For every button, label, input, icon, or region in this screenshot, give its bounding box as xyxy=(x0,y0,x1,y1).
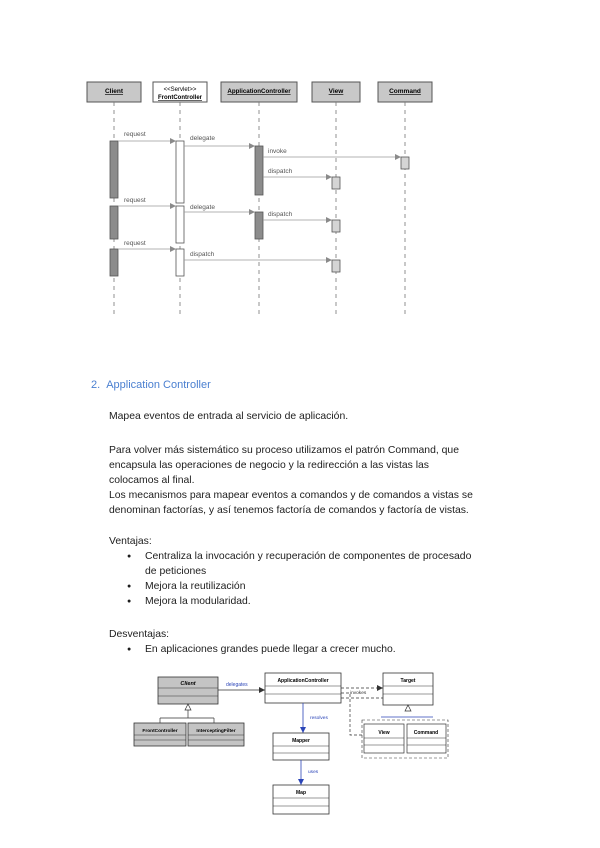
lifeline-application-controller-label: ApplicationController xyxy=(227,88,291,95)
desventajas-label: Desventajas: xyxy=(109,629,170,640)
lifeline-client-label: Client xyxy=(104,88,124,95)
message-label: invoke xyxy=(268,148,287,155)
class-front-controller xyxy=(134,723,186,746)
message-label: delegate xyxy=(190,135,215,142)
lifeline-front-controller xyxy=(153,82,207,102)
resolves-arrowhead xyxy=(300,727,306,733)
lifeline-client xyxy=(87,82,141,102)
invokes-label: invokes xyxy=(350,691,367,696)
class-mapper-label: Mapper xyxy=(292,738,310,744)
delegates-label: delegates xyxy=(226,682,248,688)
list-item: ● Mejora la modularidad. xyxy=(109,594,529,609)
text-line: Para volver más sistemático su proceso utilizamos el patrón Command, que xyxy=(109,445,459,456)
message-label: request xyxy=(124,131,146,138)
message-label: dispatch xyxy=(268,211,293,218)
lifeline-dashes xyxy=(114,102,405,318)
section-heading xyxy=(91,379,211,391)
list-item: ● Centraliza la invocación y recuperación de componentes de procesado de peticiones xyxy=(109,549,529,579)
ventajas-label: Ventajas: xyxy=(109,536,152,547)
class-intercepting-filter xyxy=(188,723,244,746)
description-paragraph xyxy=(109,443,529,518)
class-map-label: Map xyxy=(296,790,306,796)
class-mapper xyxy=(273,733,329,760)
uses-arrowhead xyxy=(298,779,304,785)
class-application-controller-label: ApplicationController xyxy=(277,678,329,684)
class-client-label: Client xyxy=(180,681,196,687)
message-label: dispatch xyxy=(268,168,293,175)
class-target xyxy=(383,673,433,705)
class-target-label: Target xyxy=(400,678,416,684)
class-diagram xyxy=(0,660,600,840)
lifeline-command-label: Command xyxy=(389,88,421,95)
invokes-arrowhead xyxy=(377,685,383,691)
inheritance-lines xyxy=(160,710,214,723)
lifeline-front-controller-label: FrontController xyxy=(158,95,202,101)
text-line: encapsula las operaciones de negocio y la redirección a las vistas las xyxy=(109,460,429,471)
ventajas-list xyxy=(109,549,529,609)
class-intercepting-filter-label: InterceptingFilter xyxy=(196,729,236,734)
class-application-controller xyxy=(265,673,341,703)
text-line: Los mecanismos para mapear eventos a comandos y de comandos a vistas se xyxy=(109,490,473,501)
class-command xyxy=(407,724,446,753)
text-line: colocamos al final. xyxy=(109,475,195,486)
message-label: request xyxy=(124,240,146,247)
stereotype-label: <<Servlet>> xyxy=(163,87,197,93)
intro-paragraph: Mapea eventos de entrada al servicio de aplicación. xyxy=(109,411,349,422)
message-label: dispatch xyxy=(190,251,215,258)
class-command-label: Command xyxy=(413,730,439,736)
sequence-diagram xyxy=(0,0,600,330)
class-view xyxy=(364,724,404,753)
target-inheritance-arrowhead xyxy=(405,705,411,711)
section-title: Application Controller xyxy=(106,379,211,391)
delegates-arrowhead xyxy=(259,687,265,693)
desventajas-list xyxy=(109,642,529,657)
class-client xyxy=(158,677,218,704)
lifeline-view xyxy=(312,82,360,102)
text-line: denominan factorías, y así tenemos factoría de comandos y factoría de vistas. xyxy=(109,505,469,516)
class-front-controller-label: FrontController xyxy=(142,729,178,734)
class-view-label: View xyxy=(378,730,390,736)
lifeline-view-label: View xyxy=(328,88,344,95)
activation-bars xyxy=(110,141,409,276)
list-item: ● En aplicaciones grandes puede llegar a crecer mucho. xyxy=(109,642,529,657)
class-map xyxy=(273,785,329,814)
section-number: 2. xyxy=(91,379,101,391)
inheritance-arrowhead xyxy=(185,704,191,710)
lifeline-command xyxy=(378,82,432,102)
resolves-label: resolves xyxy=(310,716,328,721)
message-labels xyxy=(124,131,293,258)
uses-label: uses xyxy=(308,770,319,775)
lifeline-application-controller xyxy=(221,82,297,102)
message-label: delegate xyxy=(190,204,215,211)
list-item: ● Mejora la reutilización xyxy=(109,579,529,594)
message-label: request xyxy=(124,197,146,204)
